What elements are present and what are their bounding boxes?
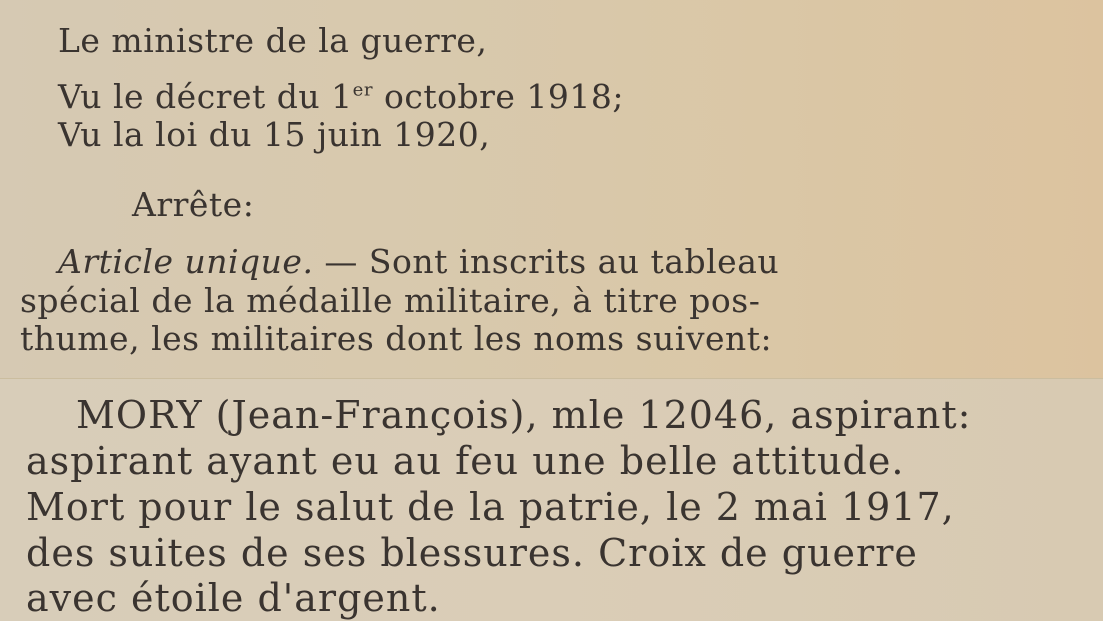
citation-line-4: des suites de ses blessures. Croix de guerre [26,531,918,575]
decree-heading: Le ministre de la guerre, [58,21,488,60]
decree-line-decret-prefix: Vu le décret du 1 [58,77,353,116]
decree-arrete: Arrête: [132,185,255,224]
citation-line-2: aspirant ayant eu au feu une belle attitude. [26,439,905,483]
citation-line-5: avec étoile d'argent. [26,576,441,620]
citation-clipping [0,378,1103,621]
decree-line-posthume: thume, les militaires dont les noms suivent: [20,319,773,358]
decree-line-special: spécial de la médaille militaire, à titre pos- [20,281,761,320]
decree-line-loi: Vu la loi du 15 juin 1920, [58,115,491,154]
article-text: — Sont inscrits au tableau [313,242,780,281]
citation-name-line: MORY (Jean-François), mle 12046, aspirant: [76,393,972,437]
article-label: Article unique. [58,242,314,281]
decree-line-decret [58,77,625,116]
decree-line-decret-sup: er [352,79,374,101]
citation-line-3: Mort pour le salut de la patrie, le 2 mai 1917, [26,485,955,529]
decree-article-line [58,242,780,281]
decree-line-decret-suffix: octobre 1918; [373,77,625,116]
